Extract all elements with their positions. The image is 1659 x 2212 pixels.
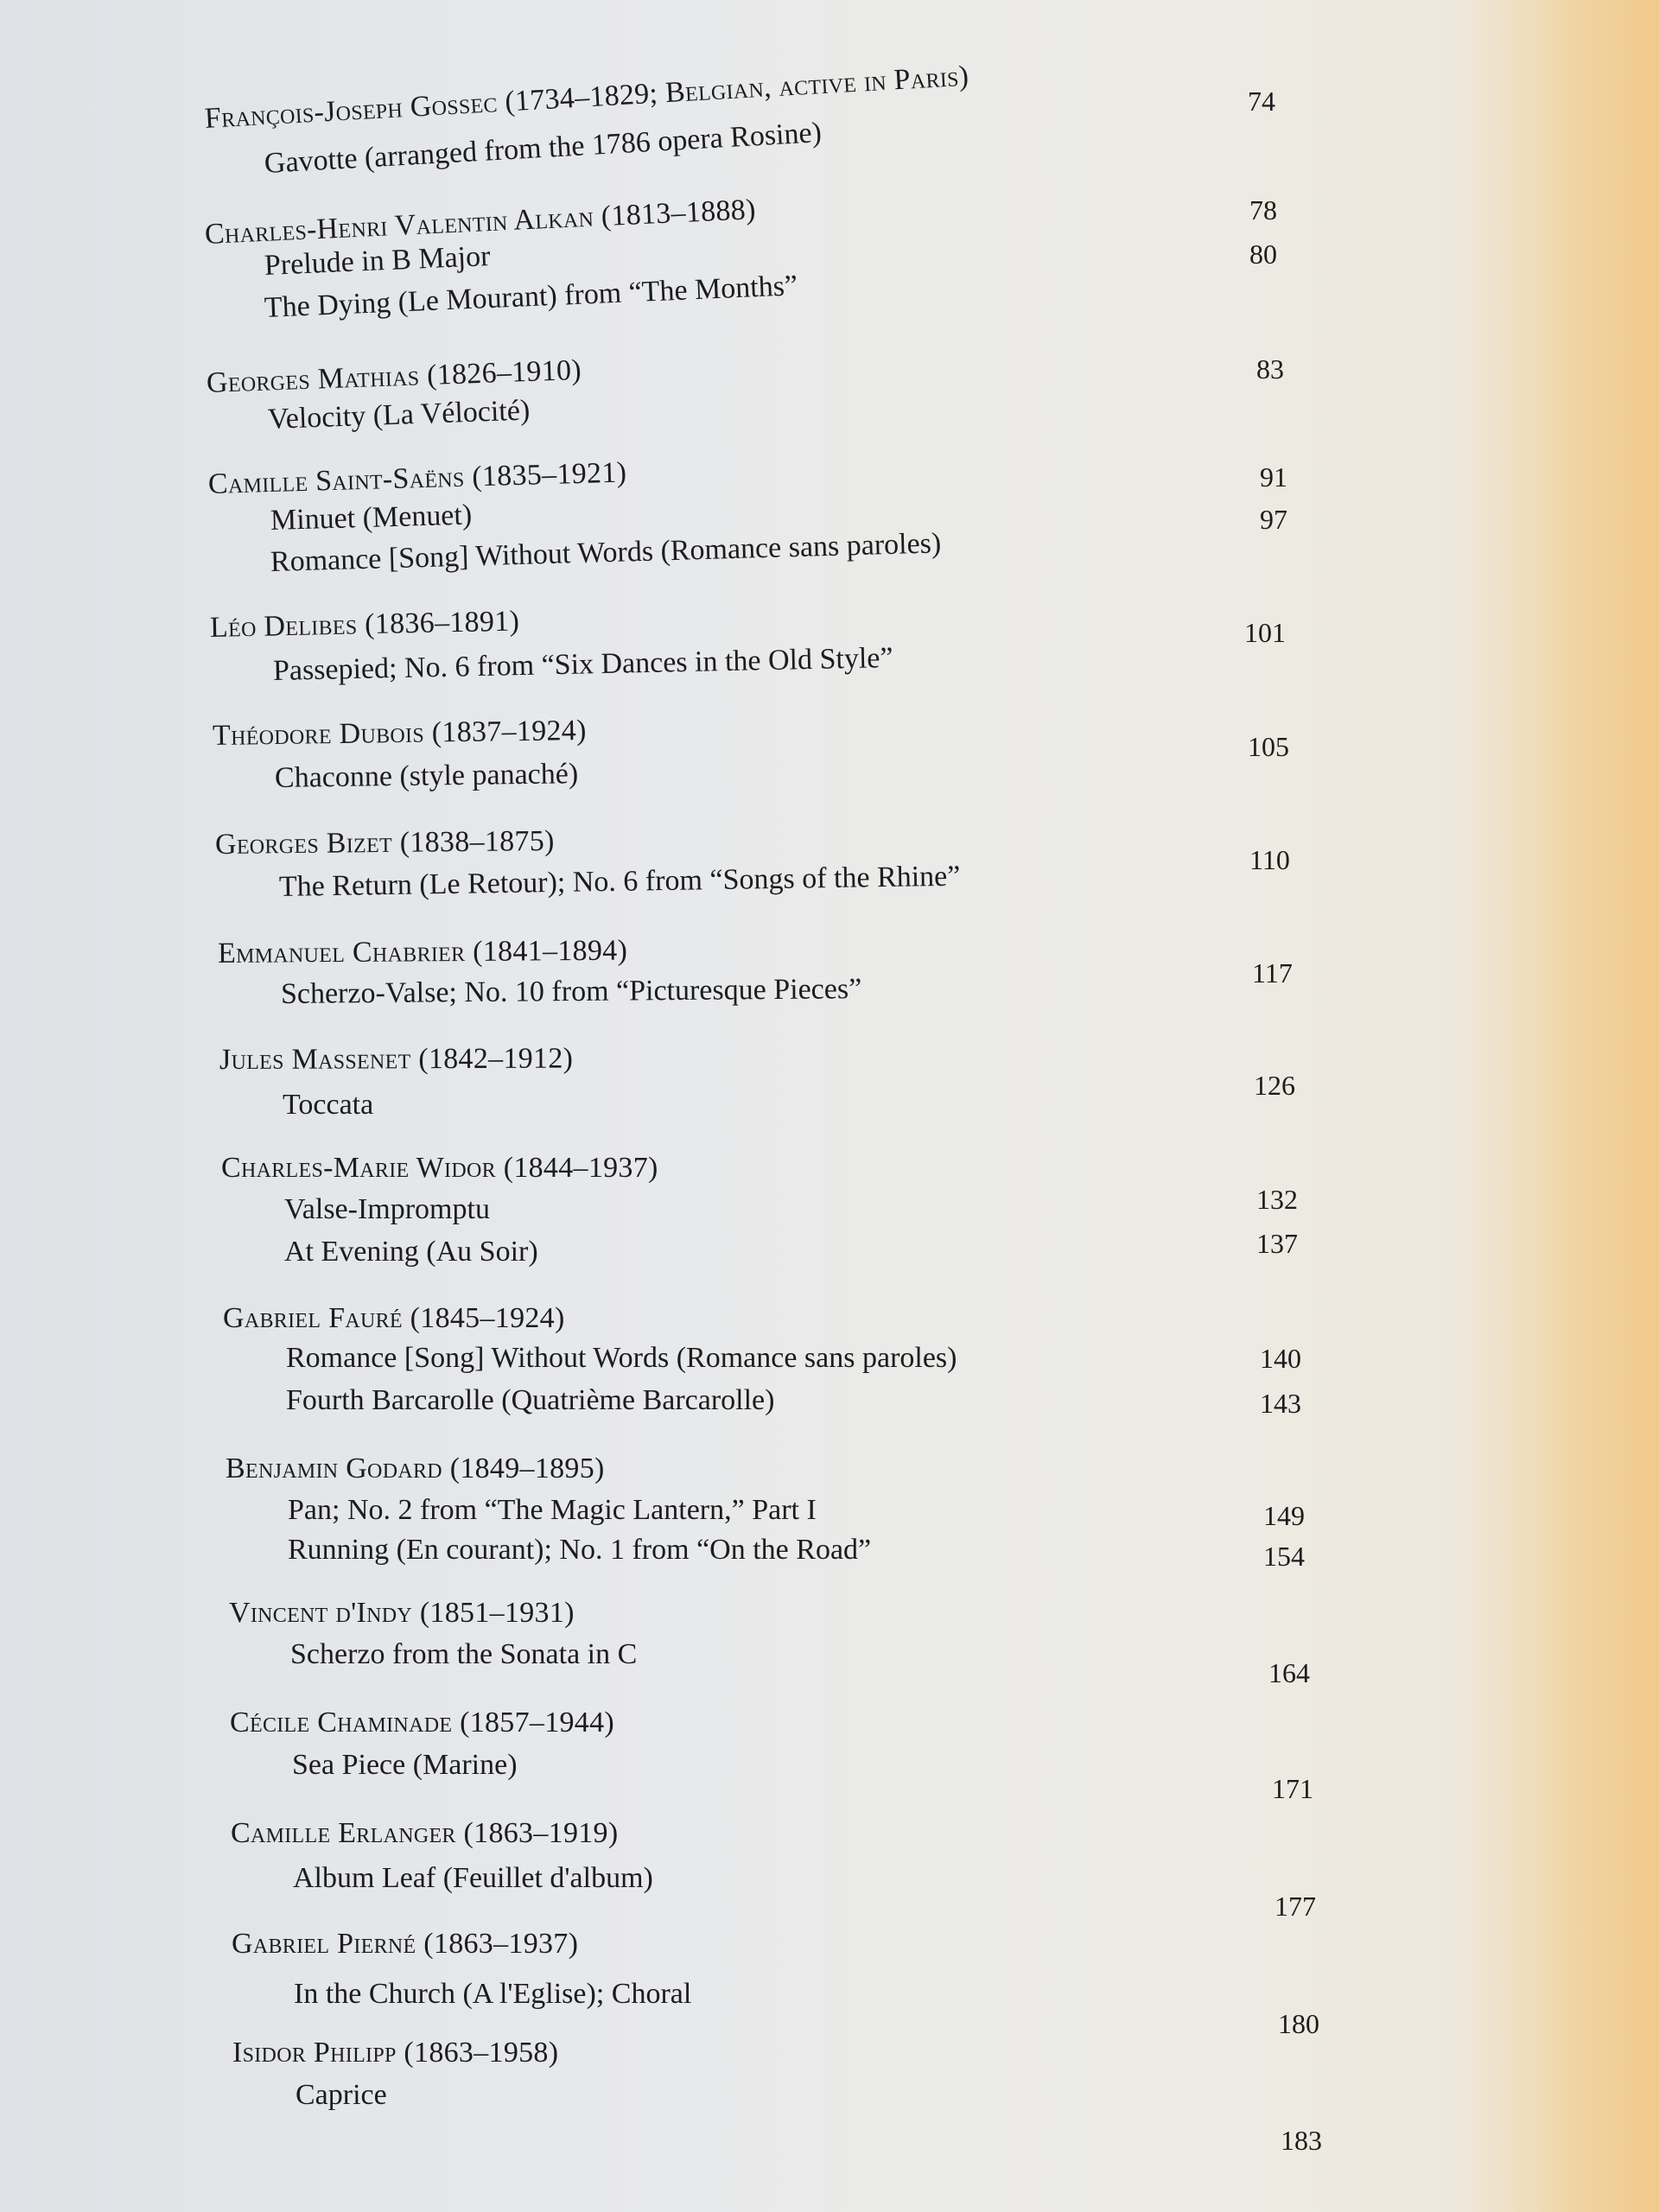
page-number: 180: [1278, 2008, 1319, 2039]
page-number: 149: [1263, 1500, 1305, 1531]
work-title: Prelude in B Major: [264, 240, 492, 282]
page-number: 140: [1260, 1343, 1301, 1374]
composer-name: Camille Saint-Saëns (1835–1921): [207, 456, 627, 500]
page-number: 117: [1252, 957, 1293, 988]
work-title: Sea Piece (Marine): [292, 1749, 518, 1781]
work-title: Caprice: [296, 2079, 387, 2111]
work-title: Pan; No. 2 from “The Magic Lantern,” Part I: [288, 1494, 817, 1526]
work-title: The Return (Le Retour); No. 6 from “Songs of the Rhine”: [278, 860, 961, 903]
composer-name: Léo Delibes (1836–1891): [209, 605, 520, 644]
composer-name: Charles-Henri Valentin Alkan (1813–1888): [204, 194, 757, 251]
page-number: 132: [1256, 1184, 1298, 1215]
composer-name: Georges Mathias (1826–1910): [206, 353, 582, 399]
page-number: 105: [1248, 731, 1289, 762]
page-number: 154: [1263, 1541, 1305, 1572]
composer-name: Georges Bizet (1838–1875): [214, 824, 555, 861]
work-title: Romance [Song] Without Words (Romance sans paroles): [286, 1342, 957, 1374]
work-title: Minuet (Menuet): [270, 499, 473, 537]
work-title: Gavotte (arranged from the 1786 opera Rosine): [263, 116, 823, 180]
work-title: Toccata: [283, 1089, 374, 1121]
composer-name: Emmanuel Chabrier (1841–1894): [217, 934, 628, 969]
work-title: Chaconne (style panaché): [274, 758, 579, 794]
composer-name: Gabriel Pierné (1863–1937): [232, 1928, 579, 1960]
composer-name: Camille Erlanger (1863–1919): [231, 1817, 619, 1849]
page-number: 97: [1260, 504, 1287, 535]
composer-name: Charles-Marie Widor (1844–1937): [221, 1152, 658, 1184]
page-number: 143: [1260, 1388, 1301, 1419]
work-title: Album Leaf (Feuillet d'album): [293, 1862, 653, 1894]
work-title: At Evening (Au Soir): [284, 1236, 538, 1268]
composer-name: Vincent d'Indy (1851–1931): [229, 1597, 575, 1629]
page-number: 171: [1272, 1773, 1313, 1804]
composer-name: Cécile Chaminade (1857–1944): [230, 1707, 615, 1738]
page-number: 164: [1268, 1657, 1310, 1688]
work-title: Romance [Song] Without Words (Romance sans paroles): [270, 527, 942, 578]
composer-name: Jules Massenet (1842–1912): [219, 1042, 574, 1076]
page-number: 101: [1244, 617, 1286, 648]
work-title: Passepied; No. 6 from “Six Dances in the Old Style”: [272, 641, 893, 687]
composer-name: Théodore Dubois (1837–1924): [212, 714, 587, 752]
page-number: 83: [1256, 353, 1284, 385]
page-number: 177: [1274, 1891, 1316, 1922]
page-number: 80: [1249, 238, 1277, 270]
work-title: The Dying (Le Mourant) from “The Months”: [264, 270, 798, 324]
composer-name: François-Joseph Gossec (1734–1829; Belgian, active in Paris): [203, 60, 970, 135]
work-title: Fourth Barcarolle (Quatrième Barcarolle): [286, 1384, 775, 1416]
composer-name: Gabriel Fauré (1845–1924): [223, 1302, 565, 1334]
page-number: 78: [1249, 194, 1277, 226]
page-number: 91: [1260, 461, 1287, 493]
composer-name: Benjamin Godard (1849–1895): [226, 1452, 605, 1484]
work-title: Valse-Impromptu: [284, 1193, 490, 1225]
page-number: 183: [1281, 2125, 1322, 2156]
work-title: In the Church (A l'Eglise); Choral: [294, 1978, 692, 2010]
page-number: 126: [1254, 1070, 1295, 1101]
work-title: Scherzo-Valse; No. 10 from “Picturesque Pieces”: [280, 973, 862, 1010]
page-number: 110: [1249, 844, 1290, 875]
work-title: Running (En courant); No. 1 from “On the Road”: [288, 1534, 872, 1566]
composer-name: Isidor Philipp (1863–1958): [232, 2037, 559, 2069]
page-number: 137: [1256, 1228, 1298, 1259]
work-title: Velocity (La Vélocité): [267, 394, 531, 435]
page-number: 74: [1248, 86, 1275, 117]
work-title: Scherzo from the Sonata in C: [290, 1638, 638, 1670]
